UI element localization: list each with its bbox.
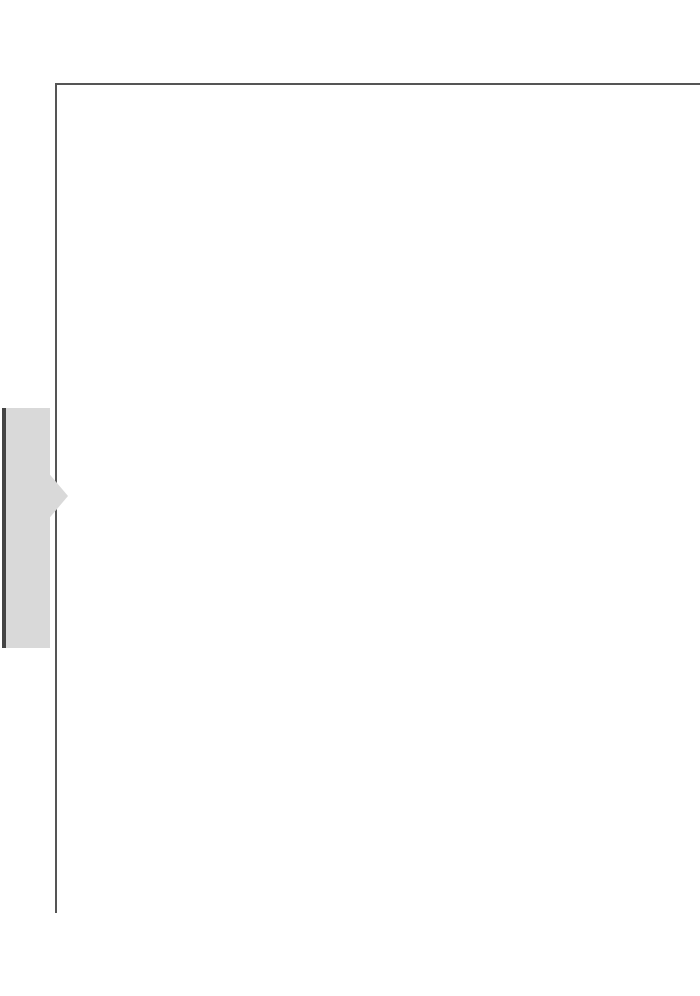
toc-content — [118, 108, 580, 144]
page-frame-top — [55, 83, 700, 85]
side-tab-arrow-shape — [46, 470, 68, 522]
side-tab-label — [14, 413, 34, 643]
